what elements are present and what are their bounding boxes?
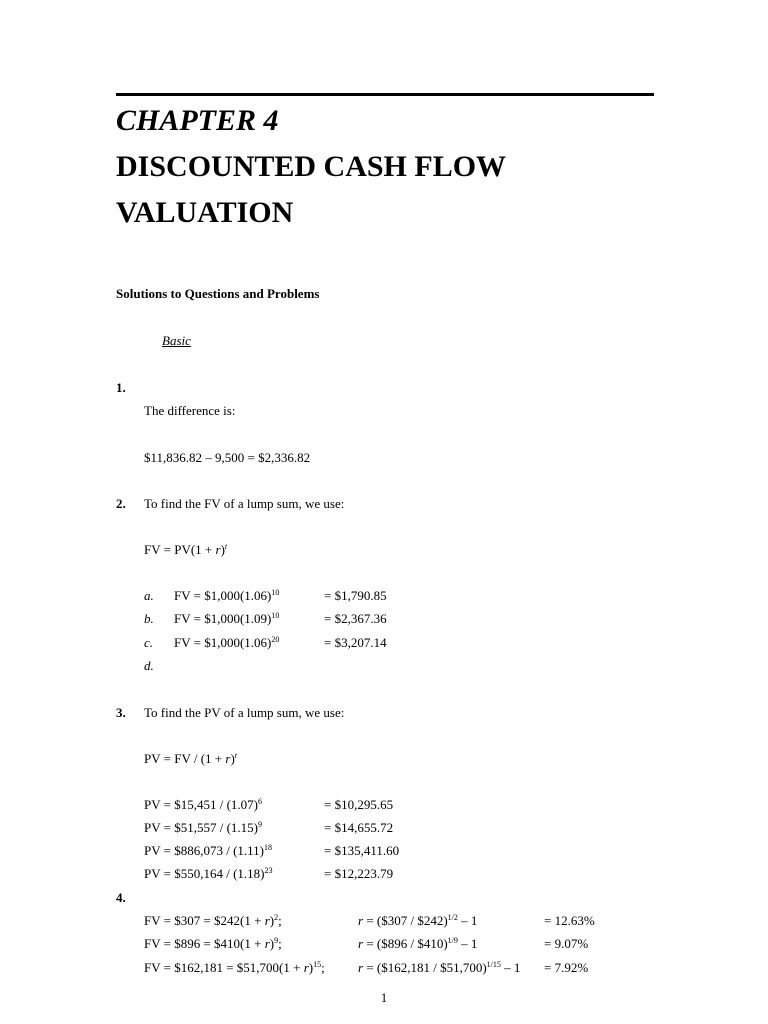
fv-formula: FV = $PV(1 + r)^t$ <box>144 542 228 557</box>
fv-result: = $1,790.85 <box>324 588 387 603</box>
pv-calculation: PV = $15,451 / $(1.07)^6$ <box>144 797 262 812</box>
rate-result: = 12.63% <box>544 913 595 928</box>
item-letter: b. <box>144 611 154 626</box>
rate-result: = 7.92% <box>544 960 589 975</box>
fv-equation: FV = $162,181 = $51,700(1 + r)$^{15}$; <box>144 960 325 975</box>
q2-intro: To find the FV of a lump sum, we use: <box>144 496 345 511</box>
level-label: Basic <box>162 333 191 348</box>
fv-equation: FV = $896 = $410(1 + r)$^9$; <box>144 936 282 951</box>
pv-calculation: PV = $886,073 / $(1.11)^{18}$ <box>144 843 273 858</box>
question-number: 4. <box>116 890 126 905</box>
rate-calculation: r = ($896 / $410)$^{1/9}$ – 1 <box>358 936 478 951</box>
item-letter: a. <box>144 588 154 603</box>
rate-result: = 9.07% <box>544 936 589 951</box>
question-number: 1. <box>116 380 126 395</box>
chapter-title-line-2: VALUATION <box>116 196 294 229</box>
q1-intro: The difference is: <box>144 403 236 418</box>
header-rule <box>116 93 654 96</box>
question-number: 2. <box>116 496 126 511</box>
pv-calculation: PV = $51,557 / $(1.15)^9$ <box>144 820 262 835</box>
rate-calculation: r = ($307 / $242)$^{1/2}$ – 1 <box>358 913 478 928</box>
fv-equation: FV = $307 = $242(1 + r)$^2$; <box>144 913 282 928</box>
pv-result: = $14,655.72 <box>324 820 394 835</box>
fv-calculation: FV = $\$1,000(1.06)^{20}$ <box>174 635 280 650</box>
fv-result: = $3,207.14 <box>324 635 387 650</box>
item-letter: c. <box>144 635 154 650</box>
question-number: 3. <box>116 705 126 720</box>
page-number: 1 <box>380 990 388 1005</box>
pv-formula: PV = FV / $(1 + r)^t$ <box>144 751 238 766</box>
chapter-label: CHAPTER 4 <box>116 104 279 137</box>
fv-calculation: FV = $\$1,000(1.06)^{10}$ <box>174 588 280 603</box>
section-heading: Solutions to Questions and Problems <box>116 286 320 301</box>
pv-calculation: PV = $550,164 / $(1.18)^{23}$ <box>144 866 273 881</box>
q3-intro: To find the PV of a lump sum, we use: <box>144 705 345 720</box>
fv-result: = $2,367.36 <box>324 611 387 626</box>
pv-result: = $12,223.79 <box>324 866 394 881</box>
pv-result: = $10,295.65 <box>324 797 394 812</box>
fv-calculation: FV = $\$1,000(1.09)^{10}$ <box>174 611 280 626</box>
item-letter: d. <box>144 658 154 673</box>
chapter-title-line-1: DISCOUNTED CASH FLOW <box>116 150 507 183</box>
rate-calculation: r = ($162,181 / $51,700)$^{1/15}$ – 1 <box>358 960 521 975</box>
q1-calculation: $11,836.82 – 9,500 = $2,336.82 <box>144 450 311 465</box>
pv-result: = $135,411.60 <box>324 843 400 858</box>
